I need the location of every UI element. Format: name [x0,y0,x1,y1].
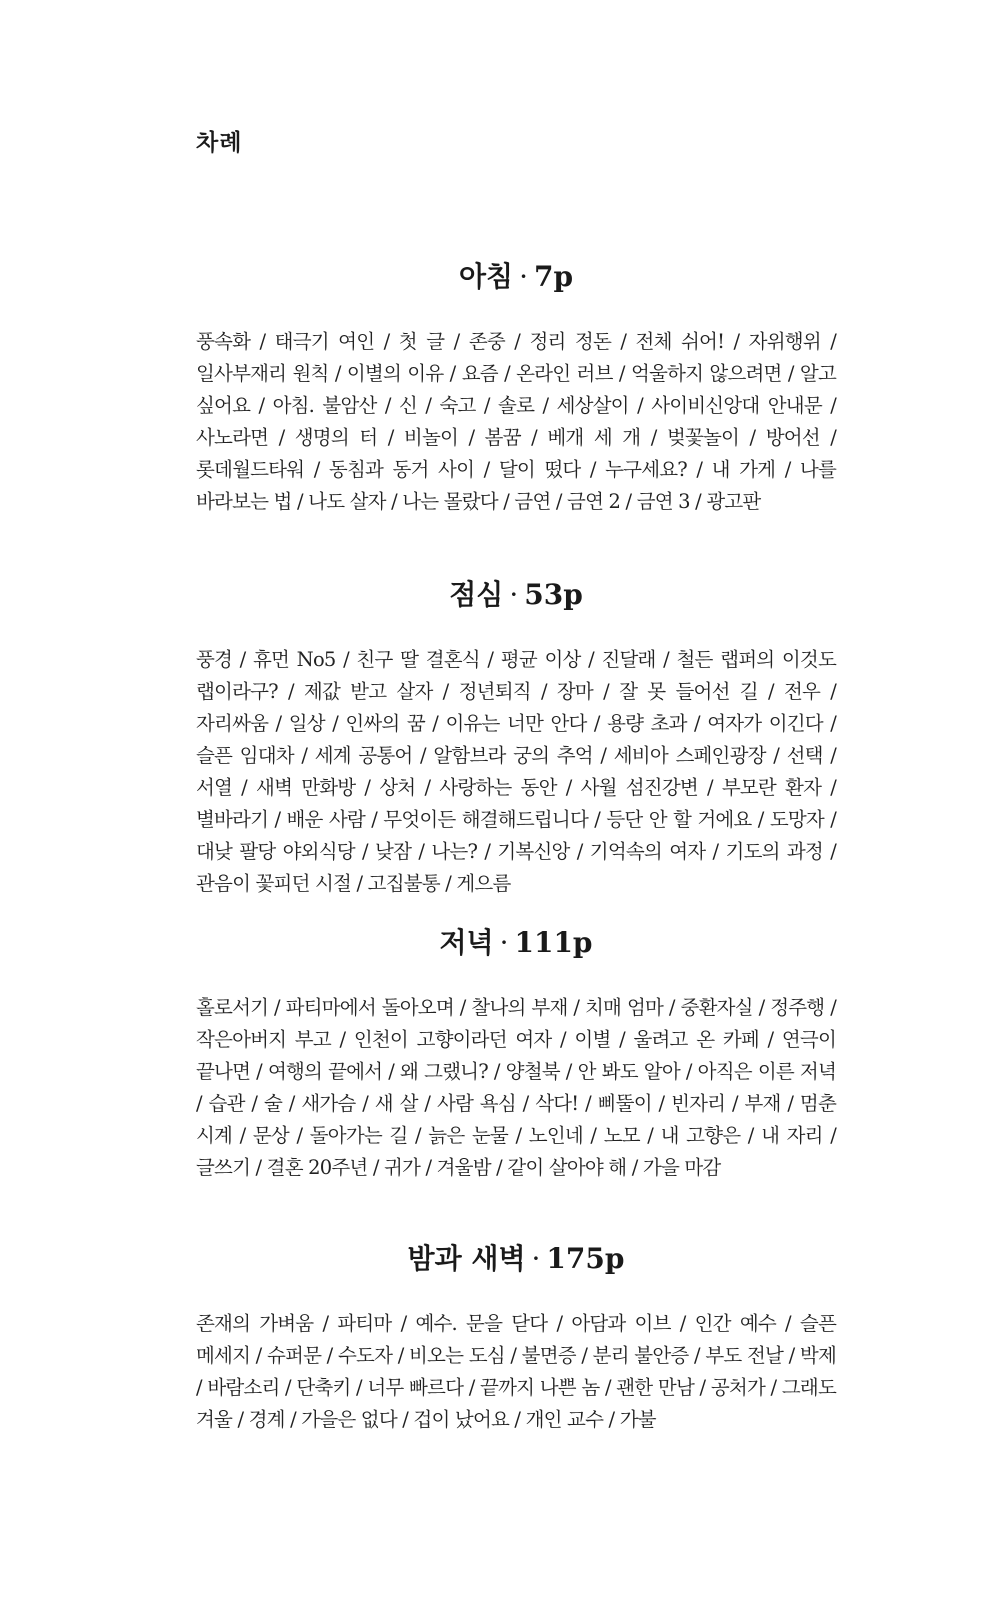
section-title [196,258,836,296]
section-morning [196,258,836,518]
section-contents-list: 존재의 가벼움 / 파티마 / 예수. 문을 닫다 / 아담과 이브 / 인간 예수 / 슬픈 메세지 / 슈퍼문 / 수도자 / 비오는 도심 / 불면증 / 분리 불안증 / 부도 전날 / 박제 / 바람소리 / 단축키 / 너무 빠르다 / 끝까지 나쁜 놈 / 괜한 만남 / 공처가 / 그래도 겨울 / 경계 / 가을은 없다 / 겁이 났어요 / 개인 교수 / 가불 [196,1312,836,1431]
section-lunch [196,576,836,900]
section-name: 밤과 새벽 [407,1242,526,1275]
section-contents-list: 풍속화 / 태극기 여인 / 첫 글 / 존중 / 정리 정돈 / 전체 쉬어! / 자위행위 / 일사부재리 원칙 / 이별의 이유 / 요즘 / 온라인 러브 / 억울하지 않으려면 / 알고 싶어요 / 아침. 불암산 / 신 / 숙고 / 솔로 / 세상살이 / 사이비신앙대 안내문 / 사노라면 / 생명의 터 / 비놀이 / 봄꿈 / 베개 세 개 / 벚꽃놀이 / 방어선 / 롯데월드타워 / 동침과 동거 사이 / 달이 떴다 / 누구세요? / 내 가게 / 나를 바라보는 법 / 나도 살자 / 나는 몰랐다 / 금연 / 금연 2 / 금연 3 / 광고판 [196,330,836,513]
section-contents-list: 홀로서기 / 파티마에서 돌아오며 / 찰나의 부재 / 치매 엄마 / 중환자실 / 정주행 / 작은아버지 부고 / 인천이 고향이라던 여자 / 이별 / 울려고 온 카페 / 연극이 끝나면 / 여행의 끝에서 / 왜 그랬니? / 양철북 / 안 봐도 알아 / 아직은 이른 저녁 / 습관 / 술 / 새가슴 / 새 살 / 사람 욕심 / 삭다! / 삐뚤이 / 빈자리 / 부재 / 멈춘 시계 / 문상 / 돌아가는 길 / 늙은 눈물 / 노인네 / 노모 / 내 고향은 / 내 자리 / 글쓰기 / 결혼 20주년 / 귀가 / 겨울밤 / 같이 살아야 해 / 가을 마감 [196,996,836,1179]
section-evening [196,924,836,1184]
section-name: 점심 [449,578,504,611]
section-page-number: 7p [533,260,574,293]
section-separator: · [509,578,519,611]
section-name: 아침 [458,260,514,293]
section-name: 저녁 [439,926,494,959]
section-title [196,924,836,962]
section-title [196,576,836,614]
section-page-number: 53p [524,578,583,611]
section-night-and-dawn [196,1240,836,1436]
section-separator: · [531,1242,541,1275]
section-contents-list: 풍경 / 휴먼 No5 / 친구 딸 결혼식 / 평균 이상 / 진달래 / 철든 랩퍼의 이것도 랩이라구? / 제값 받고 살자 / 정년퇴직 / 장마 / 잘 못 들어선 길 / 전우 / 자리싸움 / 일상 / 인싸의 꿈 / 이유는 너만 안다 / 용량 초과 / 여자가 이긴다 / 슬픈 임대차 / 세계 공통어 / 알함브라 궁의 추억 / 세비아 스페인광장 / 선택 / 서열 / 새벽 만화방 / 상처 / 사랑하는 동안 / 사월 섬진강변 / 부모란 환자 / 별바라기 / 배운 사람 / 무엇이든 해결해드립니다 / 등단 안 할 거에요 / 도망자 / 대낮 팔당 야외식당 / 낮잠 / 나는? / 기복신앙 / 기억속의 여자 / 기도의 과정 / 관음이 꽃피던 시절 / 고집불통 / 게으름 [196,648,836,895]
toc-heading: 차례 [196,130,243,156]
section-separator: · [519,260,528,293]
section-page-number: 111p [514,926,593,959]
section-separator: · [499,926,509,959]
section-page-number: 175p [546,1242,625,1275]
section-title [196,1240,836,1278]
